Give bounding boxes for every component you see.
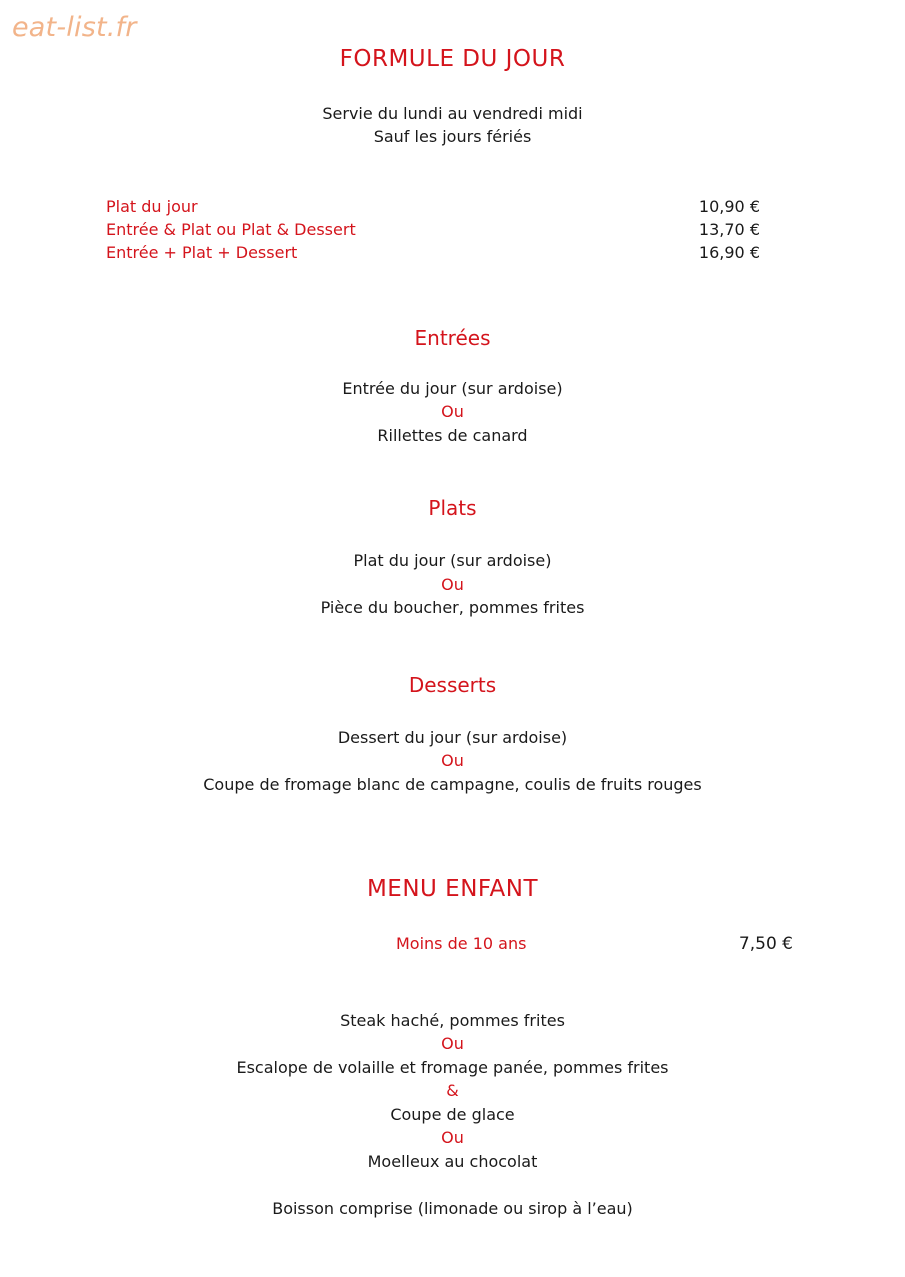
enfant-dessert-2: Moelleux au chocolat (367, 1152, 538, 1171)
desserts-choice-2: Coupe de fromage blanc de campagne, coulis de fruits rouges (203, 775, 702, 794)
enfant-choice-2: Escalope de volaille et fromage panée, pommes frites (236, 1058, 669, 1077)
desserts-heading: Desserts (408, 673, 497, 697)
formule-item-label: Entrée & Plat ou Plat & Dessert (106, 220, 356, 239)
watermark-logo: eat-list.fr (12, 12, 137, 43)
enfant-title: MENU ENFANT (366, 876, 539, 902)
enfant-dessert-1: Coupe de glace (390, 1105, 515, 1124)
enfant-and: & (446, 1081, 459, 1100)
formule-except-text: Sauf les jours fériés (373, 127, 532, 146)
entrees-choice-1: Entrée du jour (sur ardoise) (342, 379, 563, 398)
formule-item-label: Entrée + Plat + Dessert (106, 243, 298, 262)
enfant-or-2: Ou (441, 1128, 464, 1147)
formule-item-price: 10,90 € (698, 197, 760, 216)
enfant-price: 7,50 € (738, 934, 793, 954)
plats-choice-2: Pièce du boucher, pommes frites (320, 598, 585, 617)
entrees-or: Ou (441, 402, 464, 421)
formule-item-price: 16,90 € (698, 243, 760, 262)
enfant-age-label: Moins de 10 ans (396, 934, 527, 953)
formule-served-text: Servie du lundi au vendredi midi (322, 104, 583, 123)
desserts-or: Ou (441, 751, 464, 770)
entrees-choice-2: Rillettes de canard (377, 426, 528, 445)
plats-or: Ou (441, 575, 464, 594)
formule-title: FORMULE DU JOUR (339, 46, 566, 72)
formule-item-label: Plat du jour (106, 197, 198, 216)
plats-heading: Plats (428, 496, 477, 520)
plats-choice-1: Plat du jour (sur ardoise) (353, 551, 552, 570)
enfant-or-1: Ou (441, 1034, 464, 1053)
enfant-drink: Boisson comprise (limonade ou sirop à l’eau) (272, 1199, 633, 1218)
formule-item-price: 13,70 € (698, 220, 760, 239)
desserts-choice-1: Dessert du jour (sur ardoise) (337, 728, 568, 747)
entrees-heading: Entrées (414, 326, 491, 350)
enfant-choice-1: Steak haché, pommes frites (340, 1011, 565, 1030)
